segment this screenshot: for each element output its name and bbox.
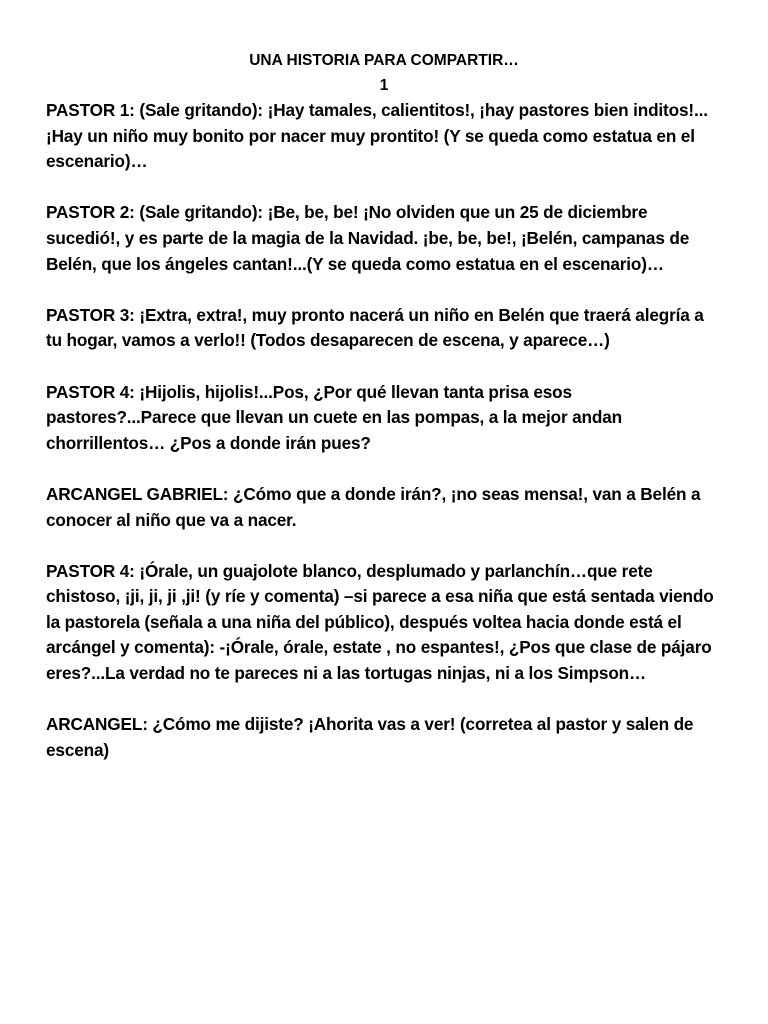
document-title: UNA HISTORIA PARA COMPARTIR… [249, 52, 519, 69]
paragraph-pastor-4-second: PASTOR 4: ¡Órale, un guajolote blanco, desplumado y parlanchín…que rete chistoso, ¡ji, ji, ji ,ji! (y ríe y comenta) –si parece a esa niña que está sentada viendo la pastorela (señala a una niña del público), después voltea hacia donde está el arcángel y comenta): -¡Órale, órale, estate , no espantes!, ¿Pos que clase de pájaro eres?...La verdad no te pareces ni a las tortugas ninjas, ni a los Simpson… [46, 560, 714, 684]
paragraph-arcangel-gabriel: ARCANGEL GABRIEL: ¿Cómo que a donde irán?, ¡no seas mensa!, van a Belén a conocer al niño que va a nacer. [46, 483, 701, 530]
paragraph-pastor-3: PASTOR 3: ¡Extra, extra!, muy pronto nacerá un niño en Belén que traerá alegría a tu hogar, vamos a verlo!! (Todos desaparecen de escena, y aparece…) [46, 304, 704, 351]
paragraph-pastor-4: PASTOR 4: ¡Hijolis, hijolis!...Pos, ¿Por qué llevan tanta prisa esos pastores?...Parece que llevan un cuete en las pompas, a la mejor andan chorrillentos… ¿Pos a donde irán pues? [46, 381, 622, 453]
paragraph-pastor-2: PASTOR 2: (Sale gritando): ¡Be, be, be! ¡No olviden que un 25 de diciembre sucedió!, y es parte de la magia de la Navidad. ¡be, be, be!, ¡Belén, campanas de Belén, que los ángeles cantan!...(Y se queda como estatua en el escenario)… [46, 202, 690, 274]
paragraph-pastor-1: PASTOR 1: (Sale gritando): ¡Hay tamales, calientitos!, ¡hay pastores bien inditos!... ¡Hay un niño muy bonito por nacer muy prontito! (Y se queda como estatua en el escenario)… [46, 100, 708, 172]
page-number: 1 [379, 77, 389, 94]
paragraph-arcangel: ARCANGEL: ¿Cómo me dijiste? ¡Ahorita vas a ver! (corretea al pastor y salen de escena) [46, 714, 694, 760]
